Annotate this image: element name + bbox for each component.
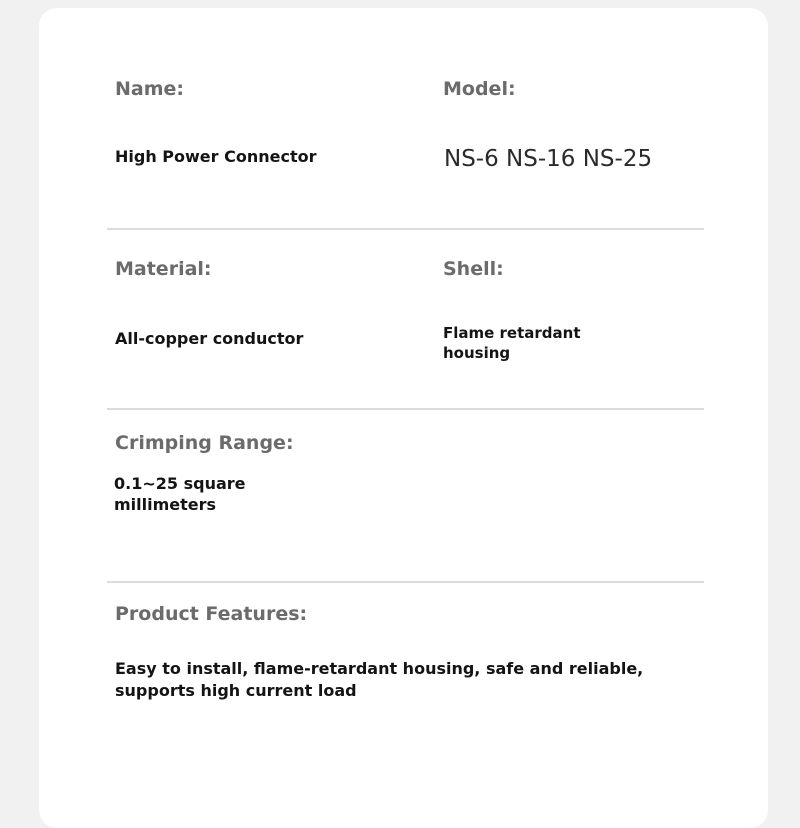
model-value: NS-6 NS-16 NS-25 bbox=[444, 146, 653, 172]
material-value: All-copper conductor bbox=[115, 329, 304, 348]
product-features-label: Product Features: bbox=[115, 603, 308, 625]
divider-1 bbox=[107, 228, 704, 230]
product-features-value bbox=[115, 658, 643, 702]
shell-label: Shell: bbox=[443, 258, 504, 280]
name-label: Name: bbox=[115, 78, 185, 100]
product-features-value-line-2: supports high current load bbox=[115, 681, 357, 700]
spec-card bbox=[39, 8, 768, 828]
product-features-value-line-1: Easy to install, flame-retardant housing, safe and reliable, bbox=[115, 659, 644, 678]
divider-2 bbox=[107, 408, 704, 410]
crimping-range-value-line-1: 0.1~25 square bbox=[114, 474, 246, 493]
shell-value bbox=[443, 323, 581, 363]
crimping-range-label: Crimping Range: bbox=[115, 432, 294, 454]
crimping-range-value bbox=[114, 473, 246, 515]
shell-value-line-1: Flame retardant bbox=[443, 324, 581, 342]
material-label: Material: bbox=[115, 258, 212, 280]
divider-3 bbox=[107, 581, 704, 583]
model-label: Model: bbox=[443, 78, 516, 100]
name-value: High Power Connector bbox=[115, 147, 317, 166]
shell-value-line-2: housing bbox=[443, 344, 511, 362]
crimping-range-value-line-2: millimeters bbox=[114, 495, 217, 514]
